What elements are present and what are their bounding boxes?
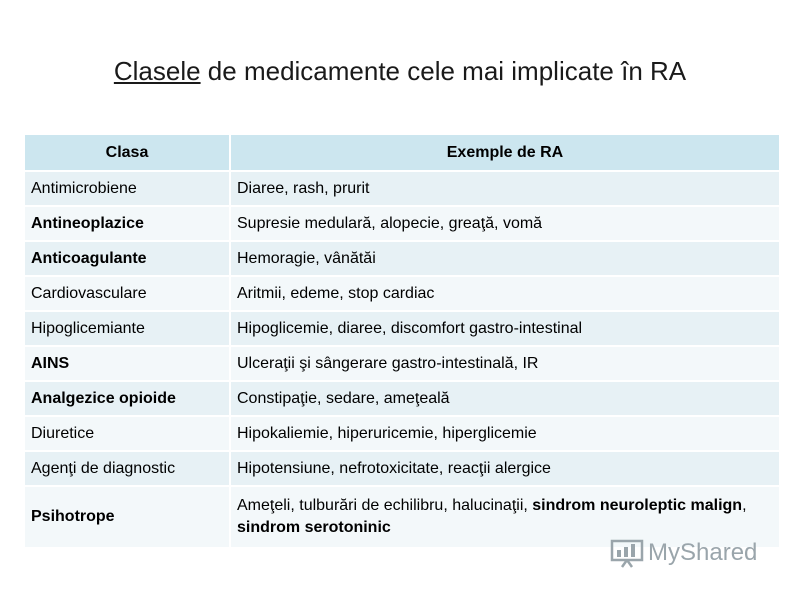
cell-clasa: Hipoglicemiante xyxy=(25,311,230,346)
slide-title xyxy=(0,56,800,87)
cell-exemple: Hipotensiune, nefrotoxicitate, reacţii alergice xyxy=(230,451,780,486)
table-row xyxy=(25,311,780,346)
drug-classes-table xyxy=(25,135,781,549)
exemple-part: , xyxy=(742,497,747,514)
title-underlined-word: Clasele xyxy=(113,56,201,86)
cell-exemple: Diaree, rash, prurit xyxy=(230,171,780,206)
header-exemple: Exemple de RA xyxy=(230,135,780,171)
table-row xyxy=(25,241,780,276)
table-row xyxy=(25,206,780,241)
table-row xyxy=(25,346,780,381)
cell-exemple: Hipoglicemie, diaree, discomfort gastro-intestinal xyxy=(230,311,780,346)
title-rest: de medicamente cele mai implicate în RA xyxy=(200,56,687,86)
table-row xyxy=(25,276,780,311)
table-header-row xyxy=(25,135,780,171)
presentation-board-icon xyxy=(610,538,644,568)
cell-clasa: Diuretice xyxy=(25,416,230,451)
cell-exemple: Hemoragie, vânătăi xyxy=(230,241,780,276)
cell-clasa: Psihotrope xyxy=(25,486,230,548)
watermark-text: MyShared xyxy=(648,539,758,566)
table-row xyxy=(25,381,780,416)
table-row xyxy=(25,171,780,206)
cell-clasa: AINS xyxy=(25,346,230,381)
watermark xyxy=(610,536,757,570)
cell-exemple: Supresie medulară, alopecie, greaţă, vomă xyxy=(230,206,780,241)
exemple-part: Ameţeli, tulburări de echilibru, halucinaţii, xyxy=(237,497,533,514)
table-row xyxy=(25,416,780,451)
exemple-bold-part: sindrom neuroleptic malign xyxy=(532,497,743,514)
cell-exemple: Constipaţie, sedare, ameţeală xyxy=(230,381,780,416)
table-row xyxy=(25,451,780,486)
cell-clasa: Agenţi de diagnostic xyxy=(25,451,230,486)
cell-clasa: Antineoplazice xyxy=(25,206,230,241)
exemple-bold-part: sindrom serotoninic xyxy=(237,519,391,536)
cell-exemple: Ulceraţii şi sângerare gastro-intestinală, IR xyxy=(230,346,780,381)
cell-clasa: Cardiovasculare xyxy=(25,276,230,311)
cell-clasa: Analgezice opioide xyxy=(25,381,230,416)
cell-clasa: Anticoagulante xyxy=(25,241,230,276)
header-clasa: Clasa xyxy=(25,135,230,171)
cell-exemple: Aritmii, edeme, stop cardiac xyxy=(230,276,780,311)
cell-exemple: Hipokaliemie, hiperuricemie, hiperglicemie xyxy=(230,416,780,451)
cell-clasa: Antimicrobiene xyxy=(25,171,230,206)
